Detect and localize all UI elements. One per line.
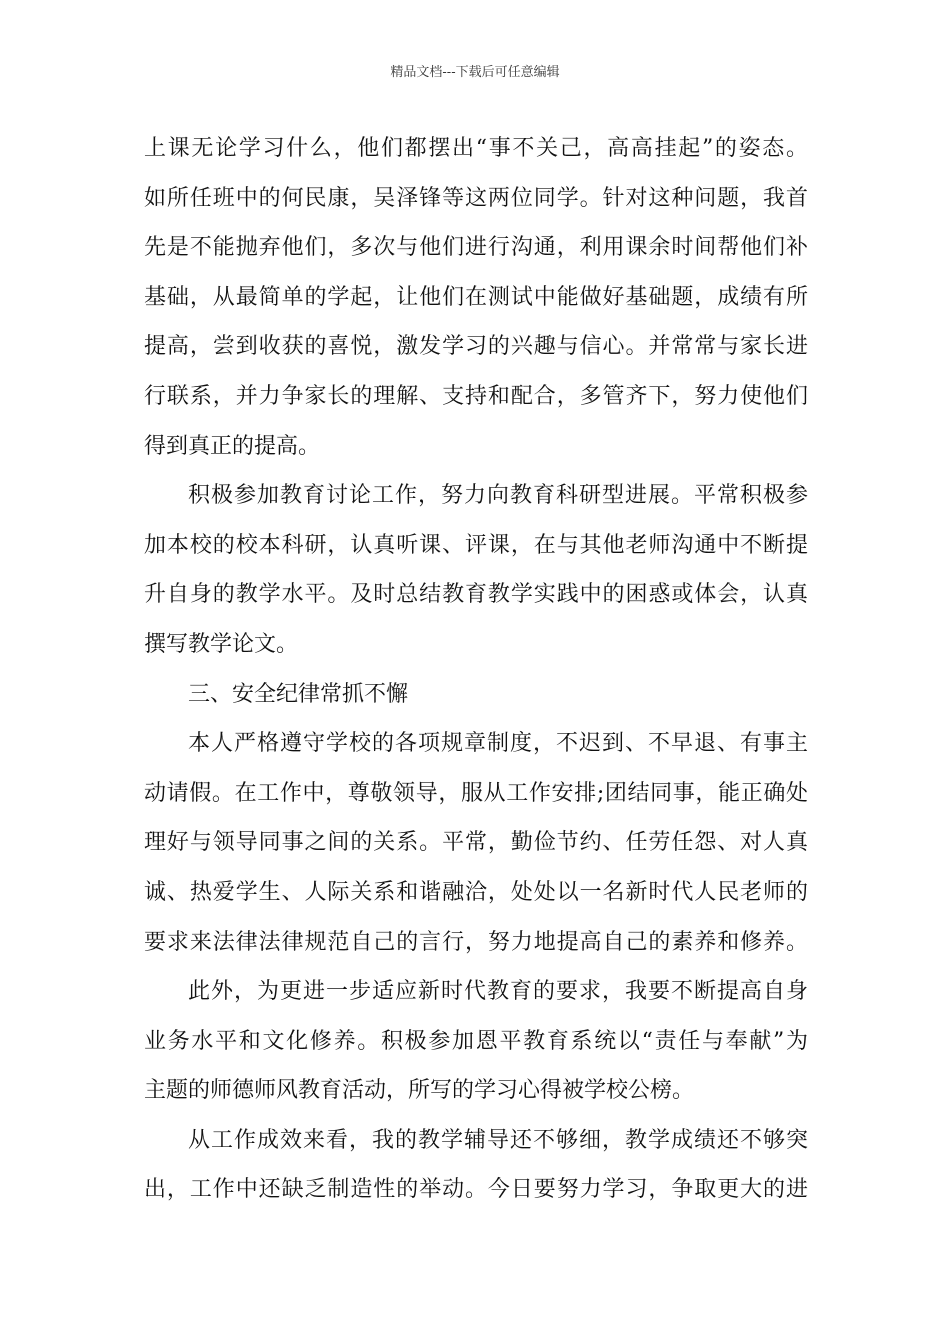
text-line: 出，工作中还缺乏制造性的举动。今日要努力学习，争取更大的进 (144, 1177, 808, 1203)
text-line: 三、安全纪律常抓不懈 (188, 681, 409, 707)
text-line: 升自身的教学水平。及时总结教育教学实践中的困惑或体会，认真 (144, 582, 808, 608)
text-line: 诚、热爱学生、人际关系和谐融洽，处处以一名新时代人民老师的 (144, 879, 808, 905)
document-body (144, 124, 808, 1215)
text-line: 本人严格遵守学校的各项规章制度，不迟到、不早退、有事主 (188, 731, 808, 757)
text-line: 理好与领导同事之间的关系。平常，勤俭节约、任劳任怨、对人真 (144, 830, 808, 856)
page-header: 精品文档---下载后可任意编辑 (390, 65, 560, 80)
text-line: 动请假。在工作中，尊敬领导，服从工作安排;团结同事，能正确处 (144, 780, 808, 806)
text-line: 主题的师德师风教育活动，所写的学习心得被学校公榜。 (144, 1078, 695, 1104)
text-line: 基础，从最简单的学起，让他们在测试中能做好基础题，成绩有所 (144, 284, 808, 310)
text-line: 得到真正的提高。 (144, 433, 321, 459)
text-line: 如所任班中的何民康，吴泽锋等这两位同学。针对这种问题，我首 (144, 185, 808, 211)
text-line: 加本校的校本科研，认真听课、评课，在与其他老师沟通中不断提 (144, 532, 808, 558)
text-line: 提高，尝到收获的喜悦，激发学习的兴趣与信心。并常常与家长进 (144, 334, 808, 360)
text-line: 撰写教学论文。 (144, 631, 299, 657)
text-line: 积极参加教育讨论工作，努力向教育科研型进展。平常积极参 (188, 483, 808, 509)
text-line: 此外，为更进一步适应新时代教育的要求，我要不断提高自身 (188, 979, 808, 1005)
text-line: 先是不能抛弃他们，多次与他们进行沟通，利用课余时间帮他们补 (144, 235, 808, 261)
text-line: 业务水平和文化修养。积极参加恩平教育系统以“责任与奉献”为 (144, 1028, 808, 1054)
text-line: 上课无论学习什么，他们都摆出“事不关己，高高挂起”的姿态。 (144, 136, 808, 161)
text-line: 要求来法律法律规范自己的言行，努力地提高自己的素养和修养。 (144, 929, 808, 955)
text-line: 行联系，并力争家长的理解、支持和配合，多管齐下，努力使他们 (144, 383, 808, 409)
text-line: 从工作成效来看，我的教学辅导还不够细，教学成绩还不够突 (188, 1127, 808, 1153)
